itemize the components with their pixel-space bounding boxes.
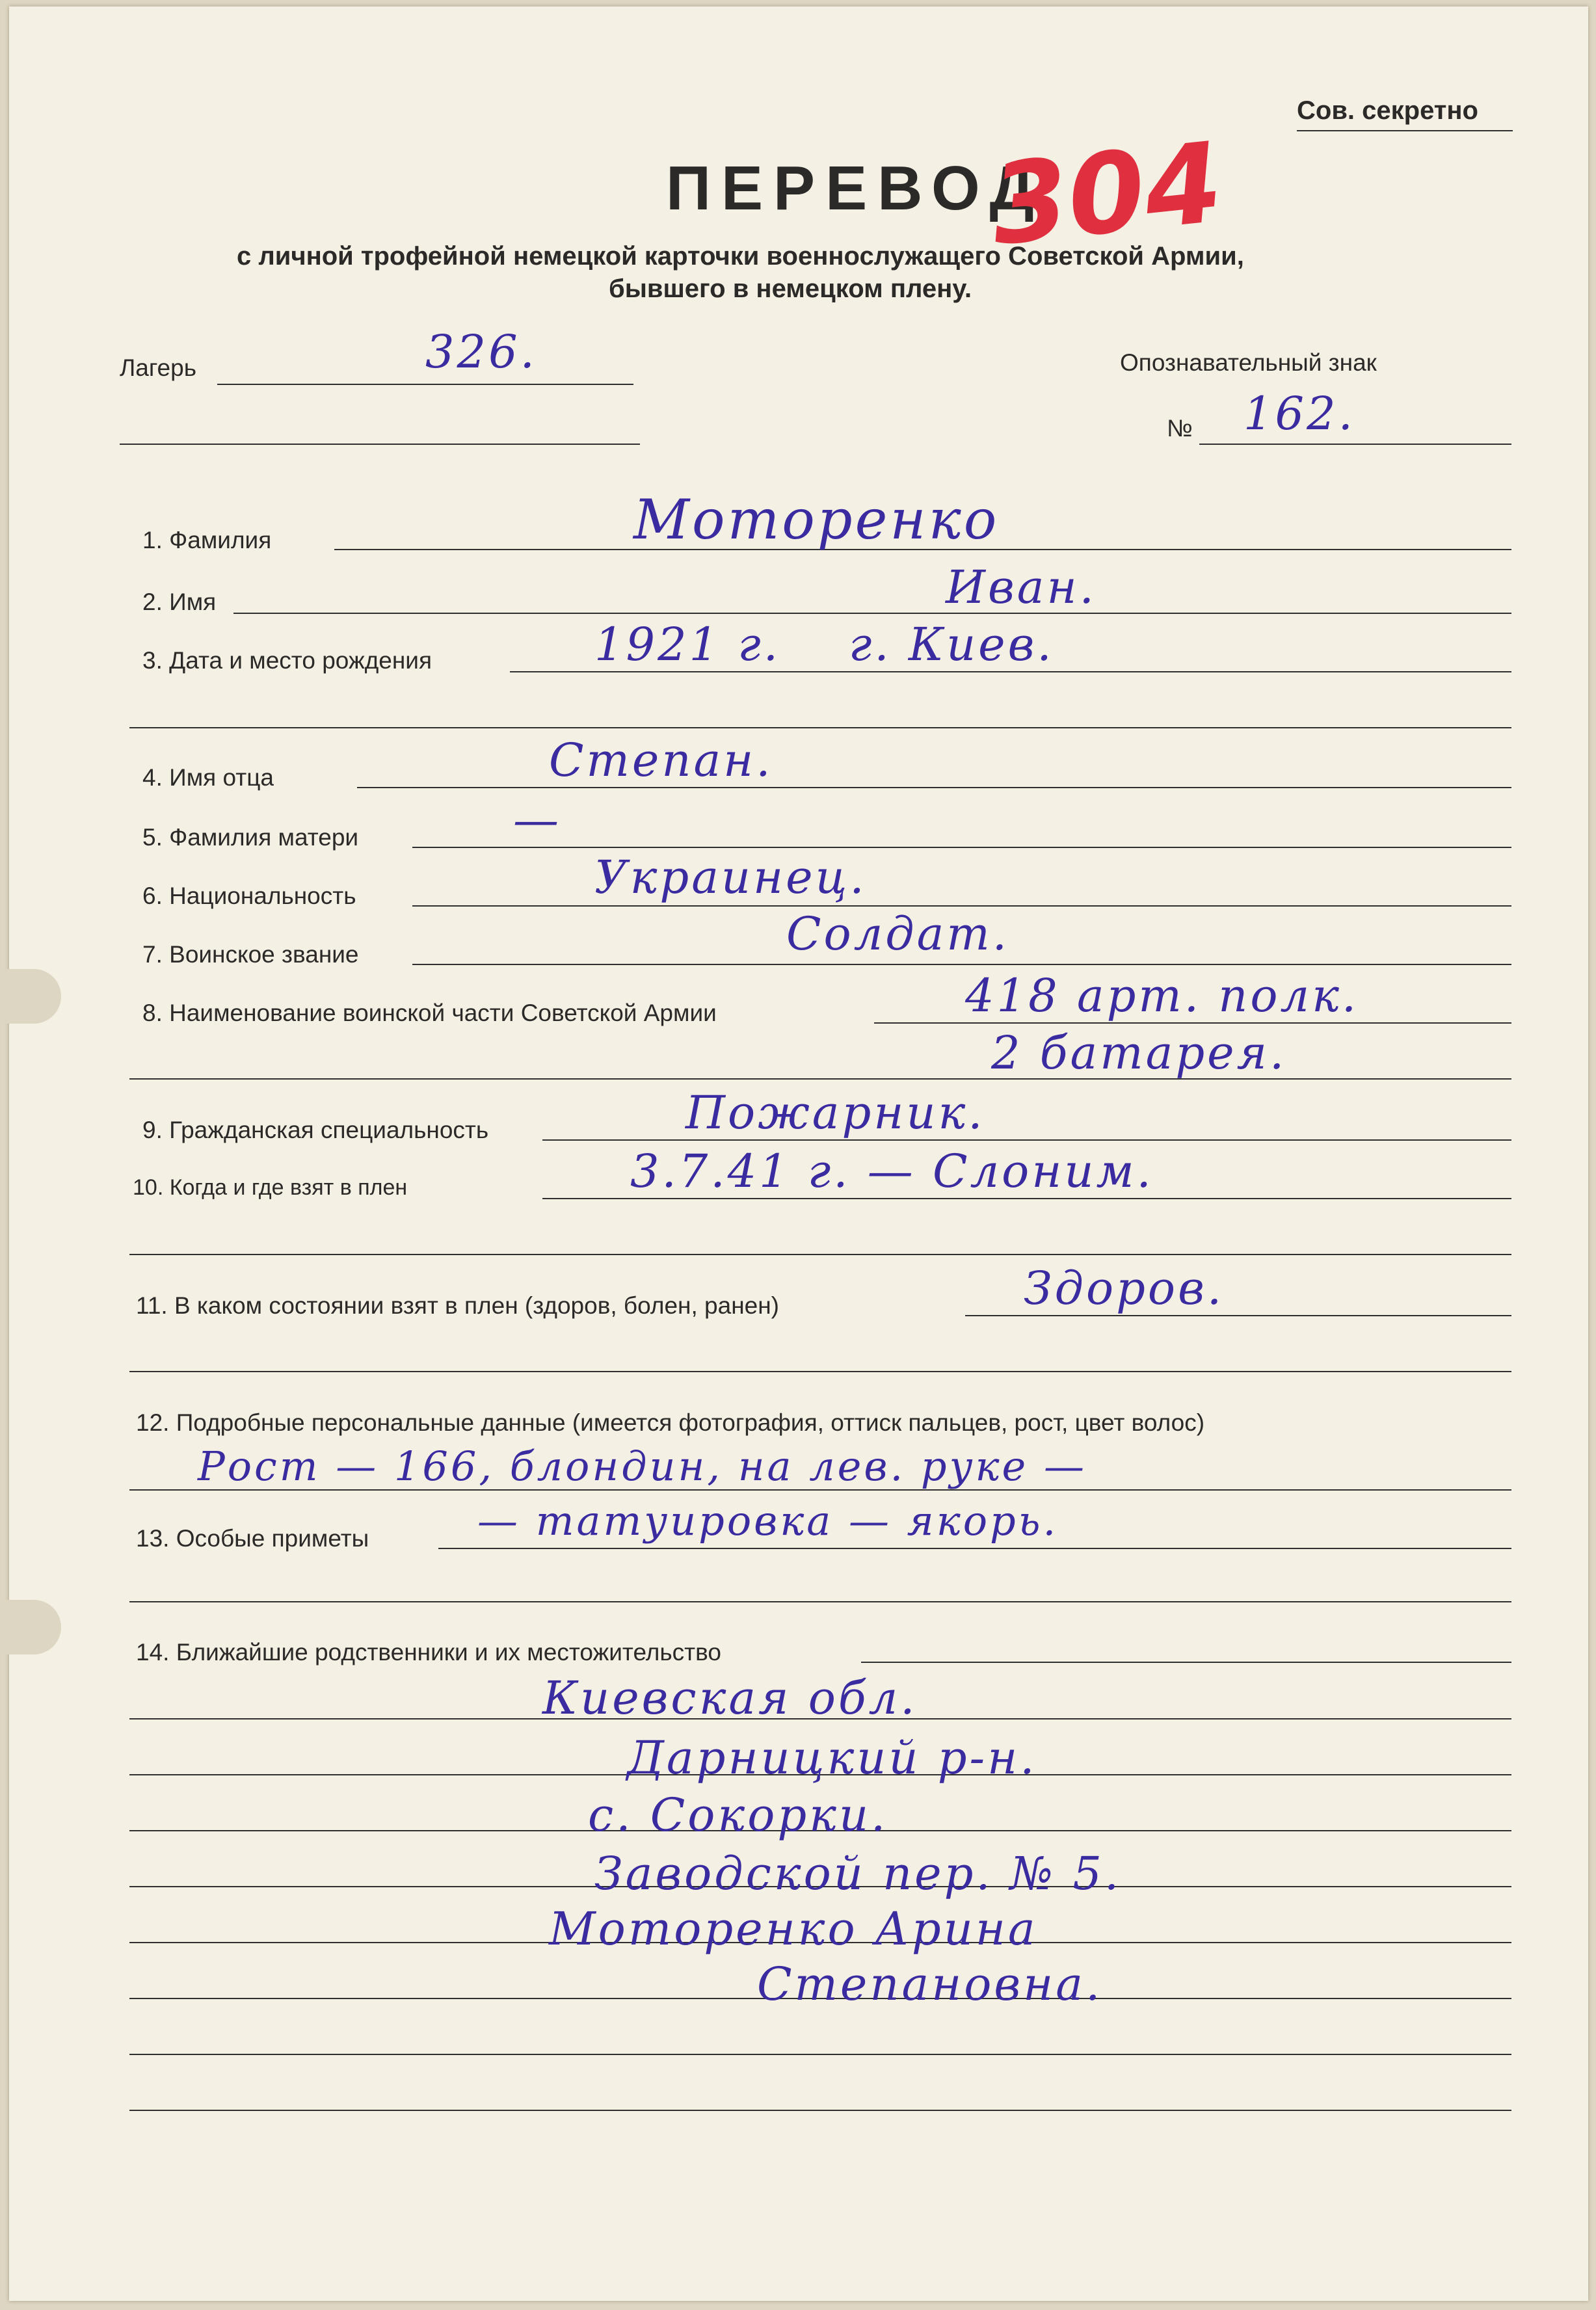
- camp-value: 326.: [425, 325, 537, 378]
- condition-label: 11. В каком состоянии взят в плен (здоров, болен, ранен): [136, 1292, 779, 1319]
- form-line: [120, 444, 640, 445]
- document-subtitle: бывшего в немецком плену.: [609, 274, 972, 303]
- form-line: [412, 964, 1511, 965]
- civil-profession-label: 9. Гражданская специальность: [142, 1117, 489, 1143]
- birth-date-place-label: 3. Дата и место рождения: [142, 647, 432, 674]
- military-unit-label: 8. Наименование воинской части Советской Армии: [142, 1000, 717, 1026]
- father-name-value: Степан.: [549, 734, 773, 787]
- form-line: [412, 847, 1511, 848]
- relatives-line: Дарницкий р-н.: [627, 1731, 1037, 1785]
- relatives-line: Заводской пер. № 5.: [594, 1847, 1122, 1900]
- paper-notch: [0, 1600, 61, 1654]
- nationality-value: Украинец.: [594, 851, 867, 904]
- special-marks-value: — татуировка — якорь.: [477, 1497, 1059, 1545]
- first-name-label: 2. Имя: [142, 589, 217, 615]
- mother-surname-value: —: [513, 793, 561, 847]
- classification-underline: [1297, 130, 1513, 131]
- red-stamp-number: 304: [985, 118, 1229, 271]
- form-line: [233, 613, 1511, 614]
- personal-data-value: Рост — 166, блондин, на лев. руке —: [198, 1442, 1087, 1490]
- document-title: ПЕРЕВОД: [666, 153, 1044, 223]
- form-line: [874, 1022, 1511, 1024]
- civil-profession-value: Пожарник.: [685, 1086, 985, 1139]
- relatives-line: с. Сокорки.: [588, 1788, 888, 1842]
- form-line: [129, 727, 1511, 728]
- surname-label: 1. Фамилия: [142, 527, 272, 553]
- camp-label: Лагерь: [120, 354, 196, 381]
- form-line: [129, 1078, 1511, 1080]
- rank-label: 7. Воинское звание: [142, 941, 359, 968]
- form-line: [129, 1601, 1511, 1602]
- birth-date-place-value: 1921 г. г. Киев.: [594, 618, 1054, 671]
- surname-value: Моторенко: [633, 488, 1000, 551]
- id-tag-value: 162.: [1244, 387, 1355, 440]
- form-line: [542, 1139, 1511, 1141]
- relatives-line: Степановна.: [757, 1958, 1103, 2011]
- classification-mark: Сов. секретно: [1297, 96, 1478, 125]
- id-tag-label: Опознавательный знак: [1120, 349, 1377, 376]
- relatives-line: Моторенко Арина: [549, 1902, 1038, 1956]
- form-line: [542, 1198, 1511, 1199]
- military-unit-value: 418 арт. полк.: [965, 969, 1359, 1022]
- military-unit-value-2: 2 батарея.: [991, 1026, 1287, 1080]
- document-subtitle: с личной трофейной немецкой карточки военнослужащего Советской Армии,: [237, 242, 1244, 271]
- document-sheet: [9, 7, 1588, 2301]
- form-line: [129, 2054, 1511, 2055]
- id-tag-number-label: №: [1167, 415, 1193, 442]
- form-line: [129, 1254, 1511, 1255]
- capture-label: 10. Когда и где взят в плен: [133, 1175, 408, 1200]
- condition-value: Здоров.: [1024, 1262, 1225, 1315]
- form-line: [510, 671, 1511, 672]
- form-line: [129, 1371, 1511, 1372]
- form-line: [129, 2110, 1511, 2111]
- form-line: [438, 1548, 1511, 1549]
- relatives-label: 14. Ближайшие родственники и их местожительство: [136, 1639, 721, 1666]
- rank-value: Солдат.: [786, 907, 1009, 961]
- relatives-line: Киевская обл.: [542, 1671, 918, 1725]
- form-line: [861, 1662, 1511, 1663]
- form-line: [357, 787, 1511, 788]
- nationality-label: 6. Национальность: [142, 883, 356, 909]
- mother-surname-label: 5. Фамилия матери: [142, 824, 359, 851]
- form-line: [965, 1315, 1511, 1316]
- form-line: [412, 905, 1511, 907]
- first-name-value: Иван.: [946, 561, 1097, 614]
- paper-notch: [0, 969, 61, 1024]
- capture-value: 3.7.41 г. — Слоним.: [630, 1145, 1154, 1198]
- form-line: [217, 384, 633, 385]
- form-line: [1199, 444, 1511, 445]
- personal-data-label: 12. Подробные персональные данные (имеется фотография, оттиск пальцев, рост, цвет волос): [136, 1409, 1205, 1436]
- father-name-label: 4. Имя отца: [142, 764, 274, 791]
- special-marks-label: 13. Особые приметы: [136, 1525, 369, 1552]
